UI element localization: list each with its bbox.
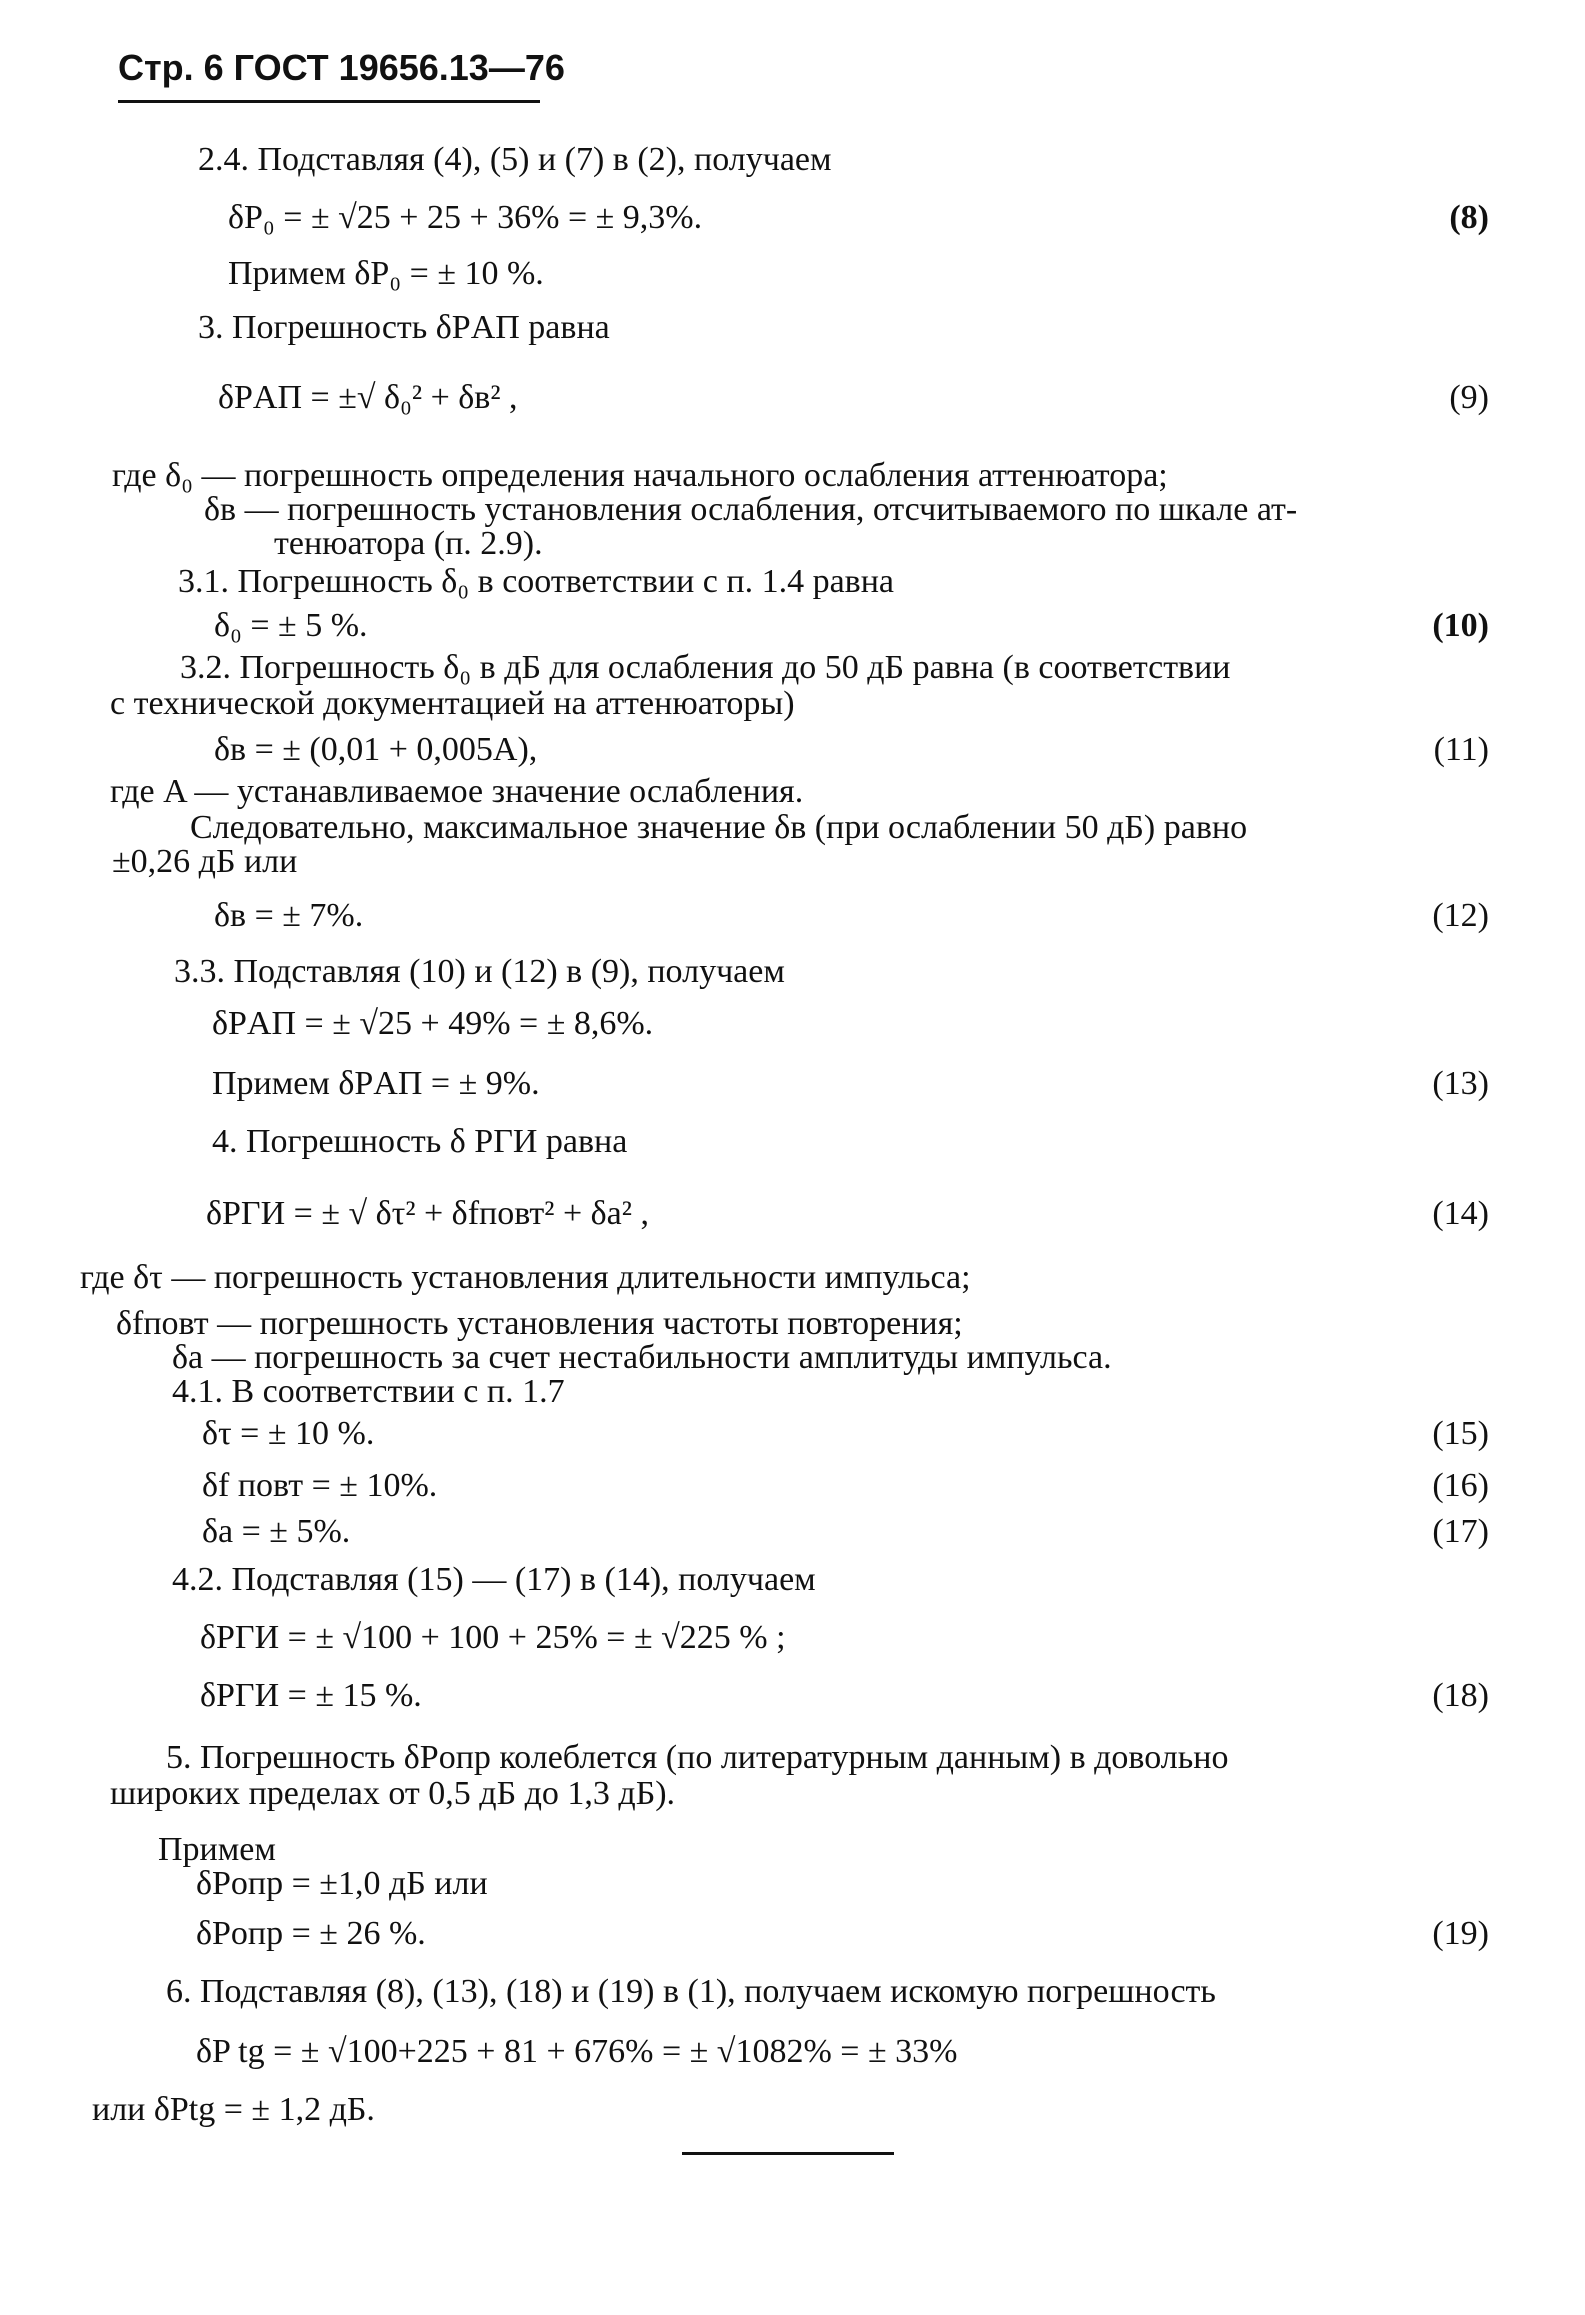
text-line-38: 6. Подставляя (8), (13), (18) и (19) в (1), получаем искомую погрешность [166,1973,1216,2010]
closing-rule [682,2152,894,2155]
equation-number-18: (18) [1432,1677,1489,1714]
formula-line-36: δPопр = ±1,0 дБ или [196,1865,488,1902]
text-line-14: где A — устанавливаемое значение ослабления. [110,773,804,810]
formula-line-19: δPАП = ± √25 + 49% = ± 8,6%. [212,1005,654,1042]
formula-line-32: δPГИ = ± 15 %. [200,1677,422,1714]
text-line-16: ±0,26 дБ или [112,843,298,880]
text-line-6: где δ₀ — погрешность определения начального ослабления аттенюатора; [112,457,1168,494]
text-line-26: 4.1. В соответствии с п. 1.7 [172,1373,565,1410]
text-line-25: δа — погрешность за счет нестабильности амплитуды импульса. [172,1339,1112,1376]
text-line-4: 3. Погрешность δPАП равна [198,309,610,346]
text-line-12: с технической документацией на аттенюаторы) [110,685,795,722]
formula-line-13: δв = ± (0,01 + 0,005A), [214,731,538,768]
header-text: Стр. 6 ГОСТ 19656.13—76 [118,47,565,88]
text-line-11: 3.2. Погрешность δ₀ в дБ для ослабления до 50 дБ равна (в соответствии [180,649,1231,686]
equation-number-12: (12) [1432,897,1489,934]
text-line-3: Примем δP₀ = ± 10 %. [228,255,544,292]
formula-line-5: δPАП = ±√ δ₀² + δв² , [218,379,518,416]
text-line-21: 4. Погрешность δ PГИ равна [212,1123,628,1160]
text-line-33: 5. Погрешность δPопр колеблется (по литературным данным) в довольно [166,1739,1229,1776]
text-line-8: тенюатора (п. 2.9). [274,525,543,562]
text-line-24: δfповт — погрешность установления частоты повторения; [116,1305,963,1342]
formula-line-17: δв = ± 7%. [214,897,364,934]
equation-number-13: (13) [1432,1065,1489,1102]
text-line-20: Примем δPАП = ± 9%. [212,1065,540,1102]
formula-line-31: δPГИ = ± √100 + 100 + 25% = ± √225 % ; [200,1619,786,1656]
text-line-7: δв — погрешность установления ослабления, отсчитываемого по шкале ат- [204,491,1298,528]
equation-number-9: (9) [1449,379,1489,416]
equation-number-19: (19) [1432,1915,1489,1952]
equation-number-8: (8) [1449,199,1489,236]
text-line-9: 3.1. Погрешность δ₀ в соответствии с п. 1.4 равна [178,563,895,600]
text-line-15: Следовательно, максимальное значение δв (при ослаблении 50 дБ) равно [190,809,1248,846]
text-line-18: 3.3. Подставляя (10) и (12) в (9), получаем [174,953,785,990]
formula-line-27: δτ = ± 10 %. [202,1415,375,1452]
equation-number-16: (16) [1432,1467,1489,1504]
equation-number-11: (11) [1433,731,1489,768]
text-line-34: широких пределах от 0,5 дБ до 1,3 дБ). [110,1775,676,1812]
text-line-1: 2.4. Подставляя (4), (5) и (7) в (2), получаем [198,141,832,178]
formula-line-22: δPГИ = ± √ δτ² + δfповт² + δа² , [206,1195,649,1232]
formula-line-28: δf повт = ± 10%. [202,1467,438,1504]
text-line-23: где δτ — погрешность установления длительности импульса; [80,1259,971,1296]
formula-line-39: δP tg = ± √100+225 + 81 + 676% = ± √1082% = ± 33% [196,2033,958,2070]
page-header [118,48,565,90]
header-rule [118,100,540,103]
text-line-35: Примем [158,1831,276,1868]
formula-line-29: δа = ± 5%. [202,1513,351,1550]
equation-number-10: (10) [1432,607,1489,644]
formula-line-10: δ₀ = ± 5 %. [214,607,368,644]
equation-number-14: (14) [1432,1195,1489,1232]
equation-number-15: (15) [1432,1415,1489,1452]
text-line-30: 4.2. Подставляя (15) — (17) в (14), получаем [172,1561,816,1598]
equation-number-17: (17) [1432,1513,1489,1550]
formula-line-2: δP₀ = ± √25 + 25 + 36% = ± 9,3%. [228,199,703,236]
formula-line-40: или δPtg = ± 1,2 дБ. [92,2091,375,2128]
formula-line-37: δPопр = ± 26 %. [196,1915,426,1952]
